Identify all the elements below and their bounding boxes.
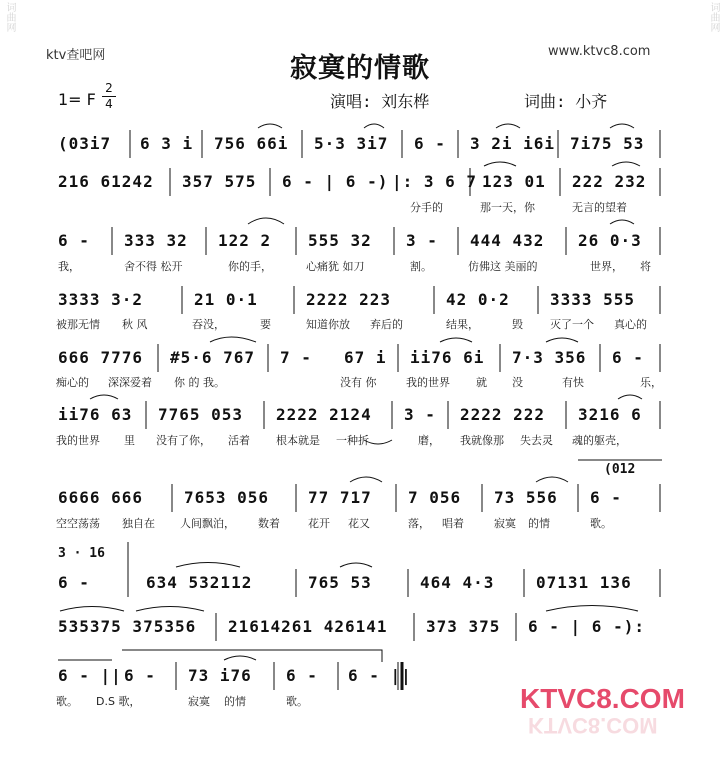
lyric: 寂寞 bbox=[188, 695, 210, 708]
meter-top: 2 bbox=[105, 81, 113, 95]
lyric: 我， bbox=[58, 260, 80, 273]
lyrics-row bbox=[0, 432, 724, 448]
measure: 6 - bbox=[612, 348, 644, 367]
measure: 222 232 bbox=[572, 172, 647, 191]
ending-pickup: 3 · 16 bbox=[58, 546, 105, 561]
measure: 765 53 bbox=[308, 573, 372, 592]
measure: 42 0·2 bbox=[446, 290, 510, 309]
measure: 67 i bbox=[344, 348, 387, 367]
measure: 77 717 bbox=[308, 488, 372, 507]
measure: 3 2i i6i bbox=[470, 134, 556, 153]
measure: 7653 056 bbox=[184, 488, 270, 507]
lyric: 你的手， bbox=[228, 260, 272, 273]
lyric: 落， bbox=[408, 517, 430, 530]
site-logo-reflection bbox=[528, 712, 658, 738]
measure: ii76 6i bbox=[410, 348, 485, 367]
measure: 555 32 bbox=[308, 231, 372, 250]
lyric: 没有了你， bbox=[156, 434, 211, 447]
measure: 73 556 bbox=[494, 488, 558, 507]
site-logo bbox=[520, 683, 685, 715]
measure: 7·3 356 bbox=[512, 348, 587, 367]
lyric: 知道你放 bbox=[306, 318, 350, 331]
watermark-text: 词曲网 bbox=[4, 2, 15, 32]
measure: 756 66i bbox=[214, 134, 289, 153]
measure: 5·3 3i7 bbox=[314, 134, 389, 153]
lyric: 割。 bbox=[410, 260, 432, 273]
measure: 3 - bbox=[404, 405, 436, 424]
lyric: 真心的 bbox=[614, 318, 647, 331]
measure: 26 0·3 bbox=[578, 231, 642, 250]
lyric: D.S 歌， bbox=[96, 695, 141, 708]
notes-row bbox=[0, 348, 724, 374]
lyrics-row bbox=[0, 316, 724, 332]
lyric: 无言的望着 bbox=[572, 201, 627, 214]
measure: 6 - bbox=[58, 231, 90, 250]
measure: 357 575 bbox=[182, 172, 257, 191]
lyrics-row bbox=[0, 199, 724, 215]
lyric: 秋 风 bbox=[122, 318, 148, 331]
lyric: 灭了一个 bbox=[550, 318, 594, 331]
lyric: 将 bbox=[640, 260, 651, 273]
measure: 6 - bbox=[286, 666, 318, 685]
lyric: 没有 你 bbox=[340, 376, 377, 389]
lyric: 心痛犹 如刀 bbox=[306, 260, 365, 273]
measure: (03i7 bbox=[58, 134, 112, 153]
lyric: 乐， bbox=[640, 376, 662, 389]
lyric: 要 bbox=[260, 318, 271, 331]
lyric: 有快 bbox=[562, 376, 584, 389]
lyric: 歌。 bbox=[590, 517, 612, 530]
measure: 7765 053 bbox=[158, 405, 244, 424]
lyric: 就 bbox=[476, 376, 487, 389]
lyric: 结果， bbox=[446, 318, 479, 331]
measure: 2222 223 bbox=[306, 290, 392, 309]
notes-row bbox=[0, 290, 724, 316]
measure: |: 3 6 7 bbox=[392, 172, 478, 191]
lyrics-row bbox=[0, 258, 724, 274]
repeat-pickup: (012 bbox=[604, 462, 636, 477]
key-signature: 1= F bbox=[58, 90, 96, 109]
measure: ii76 63 bbox=[58, 405, 133, 424]
notes-row bbox=[0, 405, 724, 431]
lyric: 的情 bbox=[224, 695, 246, 708]
lyric: 的情 bbox=[528, 517, 550, 530]
measure: 6 - || bbox=[58, 666, 122, 685]
lyric: 数着 bbox=[258, 517, 280, 530]
measure: 21 0·1 bbox=[194, 290, 258, 309]
measure: 6 - || bbox=[348, 666, 412, 685]
measure: 73 i76 bbox=[188, 666, 252, 685]
measure: 333 32 bbox=[124, 231, 188, 250]
notes-row bbox=[0, 134, 724, 160]
lyrics-row bbox=[0, 374, 724, 390]
lyric: 我的世界 bbox=[56, 434, 100, 447]
lyric: 分手的 bbox=[410, 201, 443, 214]
lyric: 失去灵 bbox=[520, 434, 553, 447]
measure: 535375 375356 bbox=[58, 617, 197, 636]
lyric: 吞没， bbox=[192, 318, 225, 331]
lyric: 里 bbox=[124, 434, 135, 447]
notes-row bbox=[0, 231, 724, 257]
logo-reflection-text: KTVC8.COM bbox=[528, 713, 658, 738]
notes-row bbox=[0, 573, 724, 599]
measure: 6666 666 bbox=[58, 488, 144, 507]
notes-row bbox=[0, 488, 724, 514]
measure: 2222 2124 bbox=[276, 405, 372, 424]
notes-row bbox=[0, 172, 724, 198]
measure: 3 - bbox=[406, 231, 438, 250]
lyric: 世界， bbox=[590, 260, 623, 273]
lyric: 磨， bbox=[418, 434, 440, 447]
lyric: 痴心的 bbox=[56, 376, 89, 389]
measure: 123 01 bbox=[482, 172, 546, 191]
lyrics-row bbox=[0, 515, 724, 531]
lyric: 花开 bbox=[308, 517, 330, 530]
measure: 07131 136 bbox=[536, 573, 632, 592]
lyric: 我就像那 bbox=[460, 434, 504, 447]
measure: 2222 222 bbox=[460, 405, 546, 424]
measure: 21614261 426141 bbox=[228, 617, 388, 636]
lyric: 空空荡荡 bbox=[56, 517, 100, 530]
measure: 3333 3·2 bbox=[58, 290, 144, 309]
lyric: 深深爱着 bbox=[108, 376, 152, 389]
lyric: 寂寞 bbox=[494, 517, 516, 530]
measure: 6 - bbox=[124, 666, 156, 685]
lyric: 舍不得 松开 bbox=[124, 260, 183, 273]
measure: 3333 555 bbox=[550, 290, 636, 309]
site-url-right: www.ktvc8.com bbox=[548, 44, 651, 59]
lyric: 唱着 bbox=[442, 517, 464, 530]
measure: 6 - | 6 -) bbox=[282, 172, 389, 191]
lyric: 一种折 bbox=[336, 434, 369, 447]
meter-bottom: 4 bbox=[105, 97, 113, 111]
measure: 122 2 bbox=[218, 231, 272, 250]
measure: 7 056 bbox=[408, 488, 462, 507]
lyric: 毁 bbox=[512, 318, 523, 331]
lyric: 我的世界 bbox=[406, 376, 450, 389]
lyric: 歌。 bbox=[56, 695, 78, 708]
measure: 6 - bbox=[58, 573, 90, 592]
measure: 6 - bbox=[414, 134, 446, 153]
time-signature bbox=[102, 82, 116, 111]
lyric: 活着 bbox=[228, 434, 250, 447]
lyric: 那一天，你 bbox=[480, 201, 535, 214]
measure: 634 532112 bbox=[146, 573, 253, 592]
lyric: 被那无情 bbox=[56, 318, 100, 331]
song-title: 寂寞的情歌 bbox=[290, 53, 430, 84]
measure: 444 432 bbox=[470, 231, 545, 250]
composer-credit: 词曲: 小齐 bbox=[524, 92, 608, 111]
measure: 6 3 i bbox=[140, 134, 194, 153]
lyric: 没 bbox=[512, 376, 523, 389]
measure: 373 375 bbox=[426, 617, 501, 636]
measure: 216 61242 bbox=[58, 172, 154, 191]
lyric: 独自在 bbox=[122, 517, 155, 530]
lyric: 魂的躯壳， bbox=[572, 434, 627, 447]
lyric: 你 的 我。 bbox=[174, 376, 225, 389]
measure: 7i75 53 bbox=[570, 134, 645, 153]
lyric: 人间飘泊， bbox=[180, 517, 235, 530]
measure: 464 4·3 bbox=[420, 573, 495, 592]
measure: 6 - bbox=[590, 488, 622, 507]
watermark-left bbox=[2, 0, 16, 32]
lyric: 花又 bbox=[348, 517, 370, 530]
lyric: 歌。 bbox=[286, 695, 308, 708]
watermark-right bbox=[706, 0, 720, 32]
notes-row bbox=[0, 617, 724, 643]
measure: #5·6 767 bbox=[170, 348, 256, 367]
measure: 666 7776 bbox=[58, 348, 144, 367]
measure: 6 - | 6 -): bbox=[528, 617, 645, 636]
lyric: 根本就是 bbox=[276, 434, 320, 447]
measure: 7 - bbox=[280, 348, 312, 367]
lyric: 仿佛这 美丽的 bbox=[468, 260, 538, 273]
watermark-text: 词曲网 bbox=[708, 2, 719, 32]
site-name-left: ktv查吧网 bbox=[46, 48, 106, 63]
lyric: 弃后的 bbox=[370, 318, 403, 331]
logo-text: KTVC8.COM bbox=[520, 683, 685, 714]
measure: 3216 6 bbox=[578, 405, 642, 424]
singer-credit: 演唱: 刘东桦 bbox=[330, 92, 430, 111]
